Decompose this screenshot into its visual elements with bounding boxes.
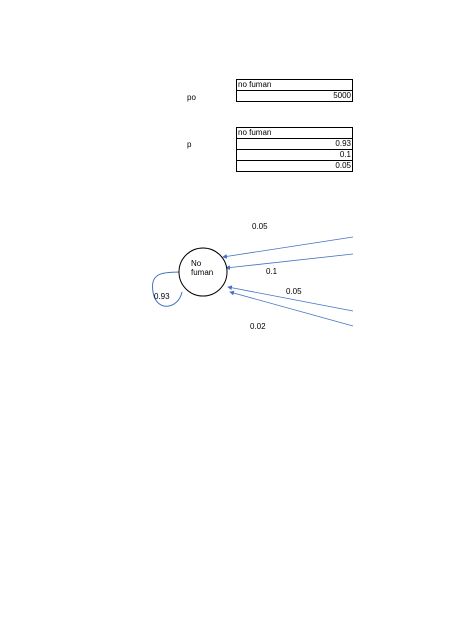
edge-label: 0.05 — [286, 287, 302, 296]
p-value-cell[interactable]: 0.05 — [237, 161, 353, 172]
p-value-cell[interactable]: 0.93 — [237, 139, 353, 150]
state-node-label: No — [191, 259, 202, 268]
p-header-cell[interactable]: no fuman — [237, 128, 353, 139]
edge-arrow — [223, 237, 353, 257]
p-value-cell[interactable]: 0.1 — [237, 150, 353, 161]
po-value-cell[interactable]: 5000 — [237, 91, 353, 102]
po-row-label: po — [187, 93, 196, 102]
state-node-label: fuman — [191, 268, 214, 277]
edge-arrow — [230, 292, 353, 326]
edge-label: 0.05 — [252, 222, 268, 231]
edge-arrow — [226, 254, 353, 268]
self-loop-label: 0.93 — [154, 292, 170, 301]
p-row-label: p — [187, 140, 192, 149]
edge-label: 0.1 — [266, 267, 278, 276]
po-header-cell[interactable]: no fuman — [237, 80, 353, 91]
edge-label: 0.02 — [250, 322, 266, 331]
